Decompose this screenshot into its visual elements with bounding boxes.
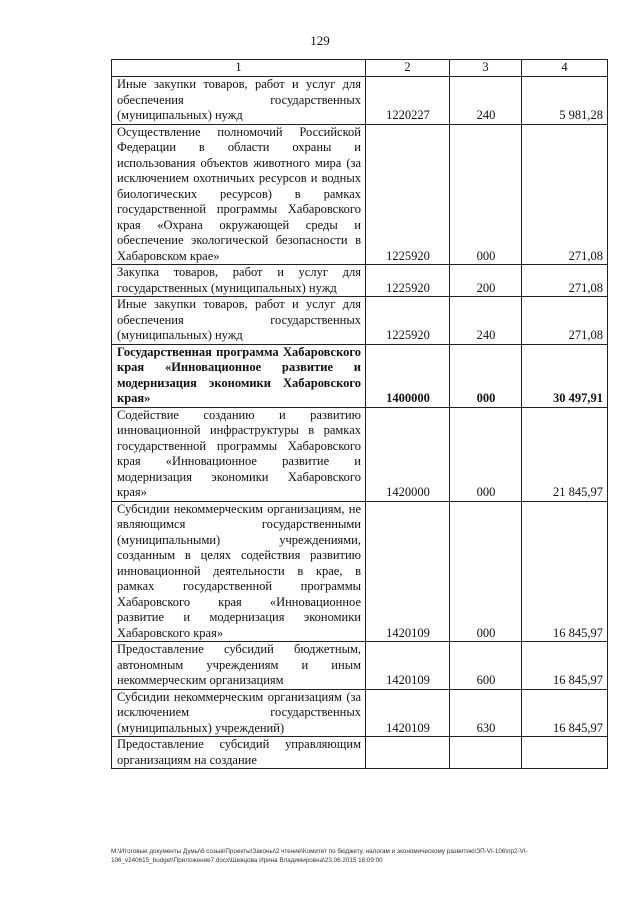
row-code — [366, 737, 450, 769]
row-amount: 271,08 — [522, 297, 608, 345]
row-name: Осуществление полномочий Российской Федерации в области охраны и использования объектов животного мира (за исключением охотничьих ресурсов и водных биологических ресурсов) в рамках государственной программы Хабаровского края «Охрана окружающей среды и обеспечение экологической безопасности в Хабаровском крае» — [112, 124, 366, 265]
row-category: 240 — [450, 297, 522, 345]
row-category — [450, 737, 522, 769]
row-amount: 21 845,97 — [522, 407, 608, 501]
row-name: Закупка товаров, работ и услуг для государственных (муниципальных) нужд — [112, 265, 366, 297]
row-name: Субсидии некоммерческим организациям (за исключением государственных (муниципальных) учреждений) — [112, 689, 366, 737]
page-number: 129 — [310, 33, 330, 48]
table-header-row — [112, 60, 608, 77]
table-row — [112, 265, 608, 297]
row-amount: 271,08 — [522, 265, 608, 297]
row-amount: 30 497,91 — [522, 344, 608, 407]
table-row — [112, 297, 608, 345]
table-row — [112, 77, 608, 125]
row-name: Предоставление субсидий бюджетным, автономным учреждениям и иным некоммерческим организациям — [112, 642, 366, 690]
footer-path-line: 106_v240615_budget\Приложение7.docx\Шевцова Ирина Владимировна\23.06.2015 18:09:00 — [111, 857, 383, 864]
table-row-program — [112, 344, 608, 407]
row-code: 1420000 — [366, 407, 450, 501]
row-category: 000 — [450, 407, 522, 501]
row-code: 1225920 — [366, 265, 450, 297]
table-row — [112, 642, 608, 690]
row-category: 240 — [450, 77, 522, 125]
column-header: 2 — [366, 60, 450, 77]
row-amount: 16 845,97 — [522, 689, 608, 737]
row-category: 000 — [450, 124, 522, 265]
column-header: 4 — [522, 60, 608, 77]
row-category: 000 — [450, 501, 522, 642]
row-amount: 271,08 — [522, 124, 608, 265]
column-header: 3 — [450, 60, 522, 77]
row-category: 600 — [450, 642, 522, 690]
row-code: 1220227 — [366, 77, 450, 125]
table-row — [112, 124, 608, 265]
row-code: 1225920 — [366, 124, 450, 265]
row-name: Государственная программа Хабаровского края «Инновационное развитие и модернизация экономики Хабаровского края» — [112, 344, 366, 407]
document-path-footer — [111, 847, 611, 865]
row-amount: 16 845,97 — [522, 642, 608, 690]
row-amount — [522, 737, 608, 769]
row-category: 200 — [450, 265, 522, 297]
column-header: 1 — [112, 60, 366, 77]
row-code: 1420109 — [366, 689, 450, 737]
row-name: Иные закупки товаров, работ и услуг для обеспечения государственных (муниципальных) нужд — [112, 77, 366, 125]
row-category: 000 — [450, 344, 522, 407]
table-row-continued — [112, 737, 608, 769]
table-row — [112, 501, 608, 642]
row-name: Субсидии некоммерческим организациям, не являющимся государственными (муниципальными) учреждениями, созданным в целях содействия развитию инновационной деятельности в крае, в рамках государственной программы Хабаровского края «Инновационное развитие и модернизация экономики Хабаровского края» — [112, 501, 366, 642]
row-code: 1400000 — [366, 344, 450, 407]
table-row — [112, 407, 608, 501]
row-code: 1420109 — [366, 501, 450, 642]
row-name: Содействие созданию и развитию инновационной инфраструктуры в рамках государственной программы Хабаровского края «Инновационное развитие и модернизация экономики Хабаровского края» — [112, 407, 366, 501]
table-row — [112, 689, 608, 737]
row-code: 1225920 — [366, 297, 450, 345]
row-amount: 16 845,97 — [522, 501, 608, 642]
budget-table — [111, 59, 608, 769]
row-name: Предоставление субсидий управляющим организациям на создание — [112, 737, 366, 769]
row-category: 630 — [450, 689, 522, 737]
row-name: Иные закупки товаров, работ и услуг для обеспечения государственных (муниципальных) нужд — [112, 297, 366, 345]
row-amount: 5 981,28 — [522, 77, 608, 125]
footer-path-line: M:\Итоговые документы Думы\6 созыв\Проекты\Законы\2 чтение\Комитет по бюджету, налогам и экономическому развитию\ЗП-VI-106\пр2-VI- — [111, 848, 528, 855]
row-code: 1420109 — [366, 642, 450, 690]
